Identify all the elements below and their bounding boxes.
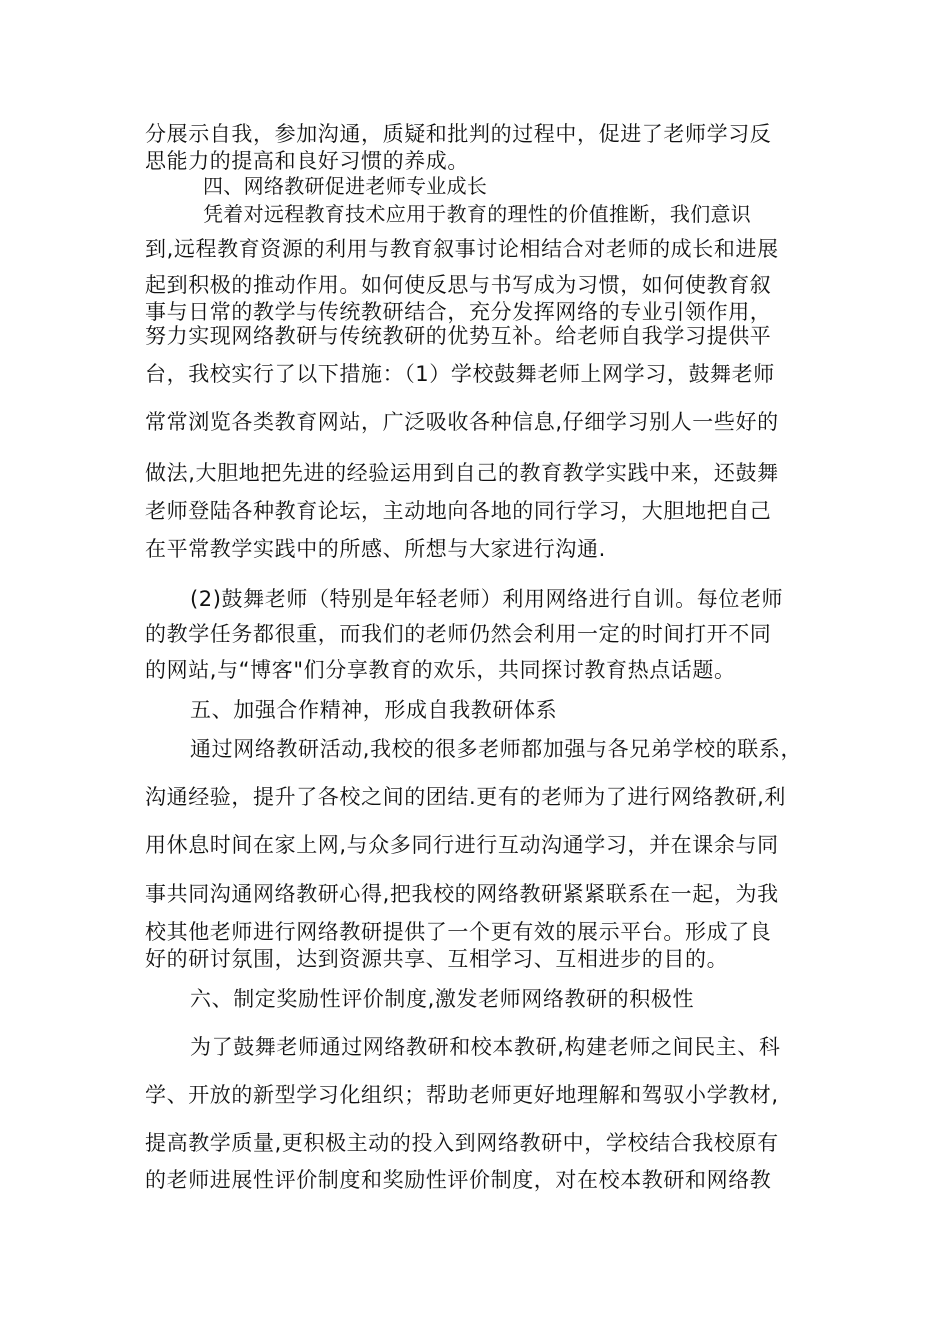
text-line: 好的研讨氛围，达到资源共享、互相学习、互相进步的目的。	[145, 947, 729, 971]
text-line: 的网站,与“博客"们分享教育的欢乐，共同探讨教育热点话题。	[145, 658, 736, 682]
text-line: 事共同沟通网络教研心得,把我校的网络教研紧紧联系在一起，为我	[145, 882, 779, 906]
text-line: 通过网络教研活动,我校的很多老师都加强与各兄弟学校的联系，	[190, 737, 803, 761]
text-line: 做法,大胆地把先进的经验运用到自己的教育教学实践中来，还鼓舞	[145, 461, 779, 485]
text-line: 到,远程教育资源的利用与教育叙事讨论相结合对老师的成长和进展	[145, 237, 779, 261]
section-heading: 四、网络教研促进老师专业成长	[203, 174, 488, 198]
text-line: 学、开放的新型学习化组织；帮助老师更好地理解和驾驭小学教材,	[145, 1083, 779, 1107]
text-line: 提高教学质量,更积极主动的投入到网络教研中，学校结合我校原有	[145, 1131, 779, 1155]
text-line: (2)鼓舞老师（特别是年轻老师）利用网络进行自训。每位老师	[190, 587, 784, 611]
text-line: 老师登陆各种教育论坛，主动地向各地的同行学习，大胆地把自己	[145, 499, 772, 523]
text-line: 沟通经验，提升了各校之间的团结.更有的老师为了进行网络教研,利	[145, 785, 786, 809]
text-line: 努力实现网络教研与传统教研的优势互补。给老师自我学习提供平	[145, 324, 772, 348]
text-line: 台，我校实行了以下措施：（1）学校鼓舞老师上网学习，鼓舞老师	[145, 362, 775, 386]
text-line: 为了鼓舞老师通过网络教研和校本教研,构建老师之间民主、科	[190, 1035, 781, 1059]
section-heading: 五、加强合作精神，形成自我教研体系	[190, 698, 558, 722]
text-line: 的老师进展性评价制度和奖励性评价制度，对在校本教研和网络教	[145, 1168, 772, 1192]
text-line: 思能力的提高和良好习惯的养成。	[145, 149, 469, 173]
text-line: 常常浏览各类教育网站，广泛吸收各种信息,仔细学习别人一些好的	[145, 410, 779, 434]
text-line: 在平常教学实践中的所感、所想与大家进行沟通.	[145, 537, 606, 561]
text-line: 分展示自我，参加沟通，质疑和批判的过程中，促进了老师学习反	[145, 122, 772, 146]
text-line: 用休息时间在家上网,与众多同行进行互动沟通学习，并在课余与同	[145, 833, 779, 857]
text-line: 的教学任务都很重，而我们的老师仍然会利用一定的时间打开不同	[145, 622, 772, 646]
text-line: 起到积极的推动作用。如何使反思与书写成为习惯，如何使教育叙	[145, 273, 772, 297]
section-heading: 六、制定奖励性评价制度,激发老师网络教研的积极性	[190, 987, 695, 1011]
text-line: 事与日常的教学与传统教研结合，充分发挥网络的专业引领作用，	[145, 300, 772, 324]
text-line: 校其他老师进行网络教研提供了一个更有效的展示平台。形成了良	[145, 920, 772, 944]
text-line: 凭着对远程教育技术应用于教育的理性的价值推断，我们意识	[203, 202, 752, 226]
